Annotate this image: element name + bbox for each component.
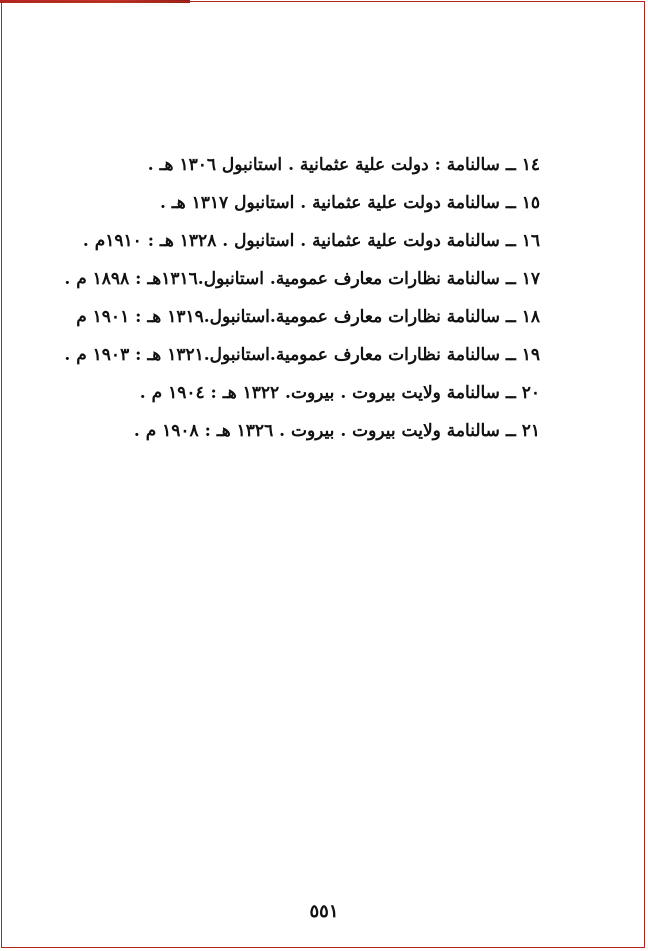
bibliography-entry-18: ١٨ ــ سالنامة نظارات معارف عمومية.استانبول.١٣١٩ هـ : ١٩٠١ م — [76, 307, 540, 327]
page-border — [1, 1, 645, 948]
bibliography-entry-17: ١٧ ــ سالنامة نظارات معارف عمومية. استانبول.١٣١٦هـ : ١٨٩٨ م . — [64, 269, 540, 289]
bibliography-entry-16: ١٦ ــ سالنامة دولت علية عثمانية . استانبول . ١٣٢٨ هـ : ١٩١٠م . — [82, 231, 540, 251]
bibliography-entry-19: ١٩ ــ سالنامة نظارات معارف عمومية.استانبول.١٣٢١ هـ : ١٩٠٣ م . — [64, 345, 540, 365]
page-number: ٥٥١ — [309, 901, 339, 922]
bibliography-list — [64, 146, 540, 450]
bibliography-entry-14: ١٤ ــ سالنامة : دولت علية عثمانية . استانبول ١٣٠٦ هـ . — [147, 155, 540, 175]
bibliography-entry-15: ١٥ ــ سالنامة دولت علية عثمانية . استانبول ١٣١٧ هـ . — [159, 193, 540, 213]
bibliography-entry-21: ٢١ ــ سالنامة ولايت بيروت . بيروت . ١٣٢٦ هـ : ١٩٠٨ م . — [133, 421, 540, 441]
bibliography-entry-20: ٢٠ ــ سالنامة ولايت بيروت . بيروت. ١٣٢٢ هـ : ١٩٠٤ م . — [139, 383, 540, 403]
